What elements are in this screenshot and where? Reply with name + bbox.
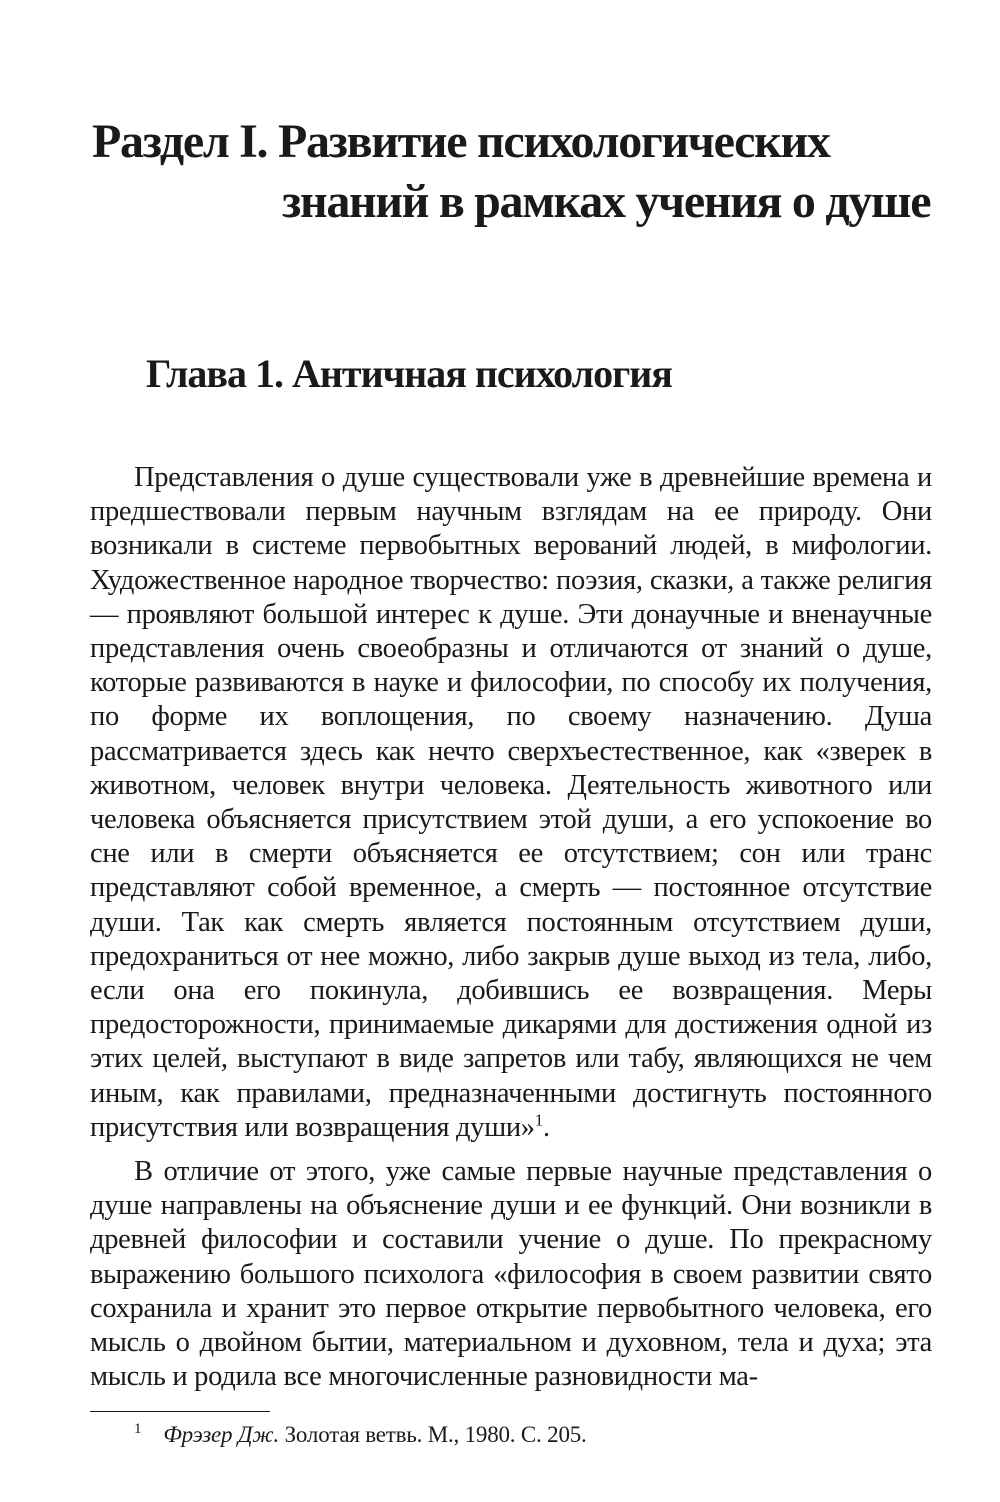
footnote-text: Золотая ветвь. М., 1980. С. 205.: [279, 1422, 587, 1447]
footnote-reference[interactable]: 1: [534, 1110, 543, 1130]
section-title: [92, 112, 952, 232]
footnote-author: Фрэзер Дж.: [163, 1422, 280, 1447]
paragraph-2: [90, 1155, 932, 1394]
section-title-line-1: Раздел I. Развитие психологических: [92, 115, 830, 168]
paragraph-1-end: .: [542, 1111, 550, 1143]
footnote-number: 1: [134, 1421, 142, 1438]
footnote: [134, 1420, 587, 1450]
paragraph-1-text: Представления о душе существовали уже в древнейшие времена и предшествовали первым научным взглядам на ее природу. Они возникали в системе первобытных верований людей, в мифологии. Художественное народное творчество: поэзия, сказки, а также религия — проявляют большой интерес к душе. Эти донаучные и вненаучные представления очень своеобразны и отличаются от знаний о душе, которые развиваются в науке и философии, по способу их получения, по форме их воплощения, по своему назначению. Душа рассматривается здесь как нечто сверхъестественное, как «зверек в животном, человек внутри человека. Деятельность животного или человека объясняется присутствием этой души, а его успокоение во сне или в смерти объясняется ее отсутствием; сон или транс представляют собой временное, а смерть — постоянное отсутствие души. Так как смерть является постоянным отсутствием души, предохраниться от нее можно, либо закрыв душе выход из тела, либо, если она его покинула, добившись ее возвращения. Меры предосторожности, принимаемые дикарями для достижения одной из этих целей, выступают в виде запретов или табу, являющихся не чем иным, как правилами, предназначенными достигнуть постоянного присутствия или возвращения души»: [90, 462, 932, 1143]
paragraph-1: [90, 461, 932, 1145]
section-title-line-2: знаний в рамках учения о душе: [282, 175, 931, 228]
paragraph-2-text: В отличие от этого, уже самые первые научные представления о душе направлены на объяснение души и ее функций. Они возникли в древней философии и составили учение о душе. По прекрасному выражению большого психолога «философия в своем развитии свято сохранила и хранит это первое открытие первобытного человека, его мысль о двойном бытии, материальном и духовном, тела и духа; эта мысль и родила все многочисленные разновидности ма-: [90, 1156, 932, 1393]
footnote-divider: [90, 1411, 270, 1412]
chapter-title: Глава 1. Античная психология: [146, 351, 672, 396]
body-text: [90, 461, 932, 1394]
